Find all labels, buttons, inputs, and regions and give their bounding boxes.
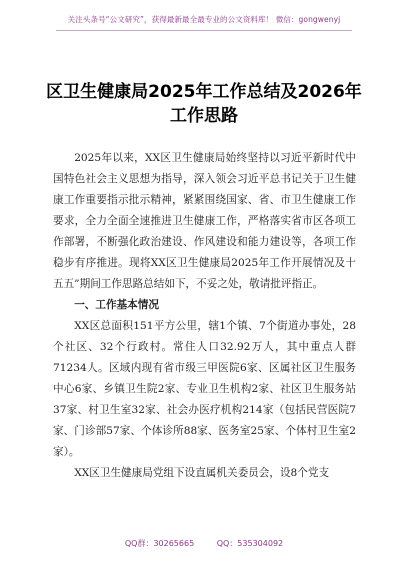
body-paragraph: XX区卫生健康局党组下设直属机关委员会，设8个党支	[74, 467, 330, 479]
footer-qq-group: QQ群：30265665	[124, 539, 195, 548]
document-body	[53, 148, 356, 484]
header-note: 关注头条号“公文研究”，获得最新最全最专业的公文资料库！ 微信：gongwenyj	[67, 15, 341, 24]
intro-paragraph: 2025年以来，XX区卫生健康局始终坚持以习近平新时代中国特色社会主义思想为指导，深入领会习近平总书记关于卫生健康工作重要指示批示精神，紧紧围绕国家、省、市卫生健康工作要求，全力全面全速推进卫生健康工作，严格落实省市区各项工作部署，不断强化政治建设、作风建设和能力建设等，各项工作稳步有序推进。现将XX区卫生健康局2025年工作开展情况及十五五”期间工作思路总结如下，不妥之处，敬请批评指正。	[53, 152, 356, 290]
page-title: 区卫生健康局2025年工作总结及2026年工作思路	[46, 82, 362, 126]
section-heading: 一、工作基本情况	[74, 299, 159, 311]
footer-note	[0, 538, 408, 549]
footer-qq: QQ：535304092	[216, 539, 284, 548]
header-divider	[56, 30, 352, 31]
body-paragraph: XX区总面积151平方公里，辖1个镇、7个街道办事处，28个社区、32个行政村。常住人口32.92万人，其中重点人群71234人。区域内现有省市级三甲医院6家、区属社区卫生服务中心6家、乡镇卫生院2家、专业卫生机构2家、社区卫生服务站37家、村卫生室32家、社会办医疗机构214家（包括民营医院7家、门诊部57家、个体诊所88家、医务室25家、个体村卫生室2家）。	[53, 320, 356, 458]
